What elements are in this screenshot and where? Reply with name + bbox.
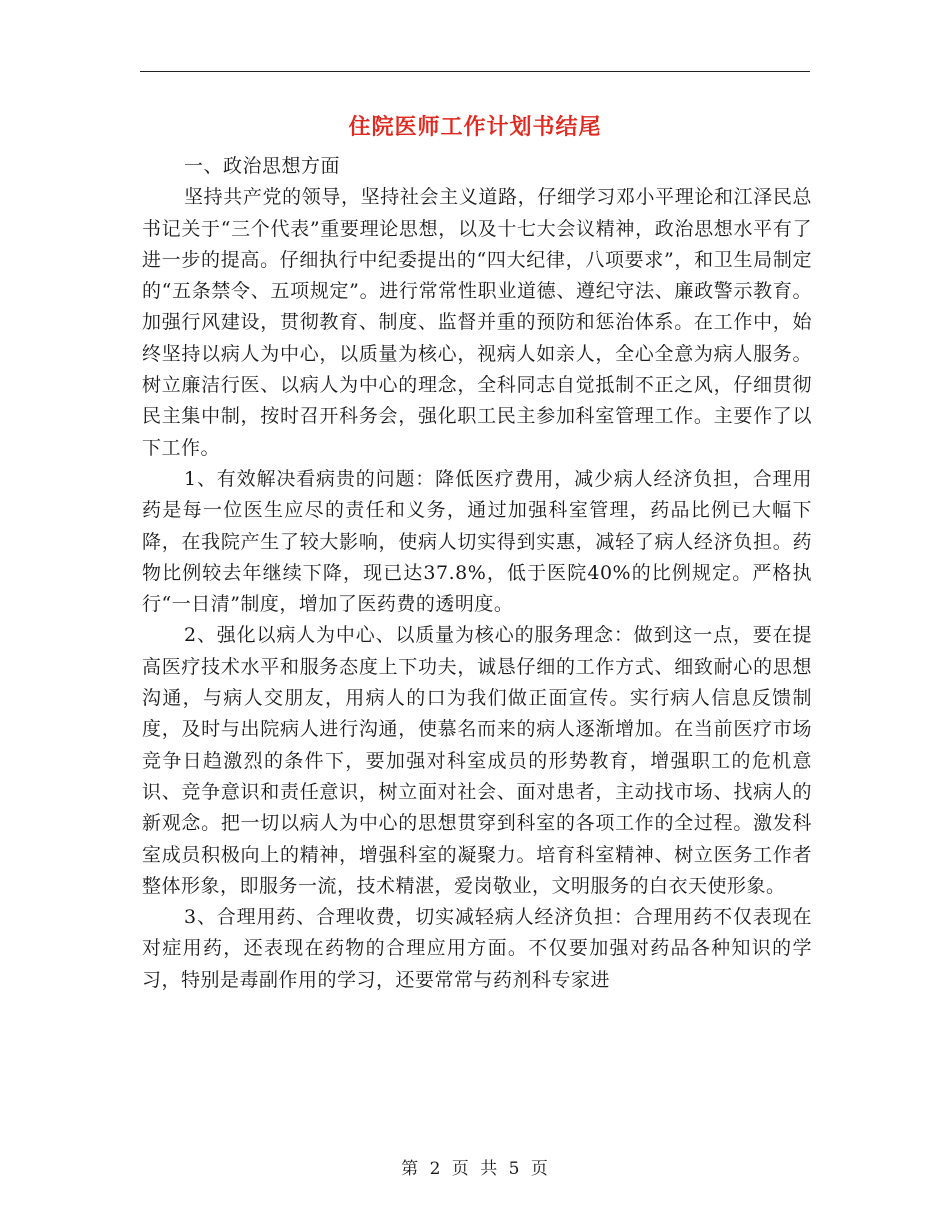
footer-total-word: 共 <box>480 1159 499 1179</box>
section-heading: 一、政治思想方面 <box>184 155 341 177</box>
page-footer <box>0 1154 950 1179</box>
footer-page-word: 页 <box>451 1159 470 1179</box>
footer-total-pages: 5 <box>508 1159 521 1179</box>
paragraph-item-2: 2、强化以病人为中心、以质量为核心的服务理念：做到这一点，要在提高医疗技术水平和服务态度上下功夫，诚恳仔细的工作方式、细致耐心的思想沟通，与病人交朋友，用病人的口为我们做正面宣传。实行病人信息反馈制度，及时与出院病人进行沟通，使慕名而来的病人逐渐增加。在当前医疗市场竞争日趋激烈的条件下，要加强对科室成员的形势教育，增强职工的危机意识、竞争意识和责任意识，树立面对社会、面对患者，主动找市场、找病人的新观念。把一切以病人为中心的思想贯穿到科室的各项工作的全过程。激发科室成员积极向上的精神，增强科室的凝聚力。培育科室精神、树立医务工作者整体形象，即服务一流，技术精湛，爱岗敬业，文明服务的白衣天使形象。 <box>142 624 812 897</box>
paragraph-item-1: 1、有效解决看病贵的问题：降低医疗费用，减少病人经济负担，合理用药是每一位医生应尽的责任和义务，通过加强科室管理，药品比例已大幅下降，在我院产生了较大影响，使病人切实得到实惠，减轻了病人经济负担。药物比例较去年继续下降，现已达37.8%，低于医院40%的比例规定。严格执行“一日清”制度，增加了医药费的透明度。 <box>142 467 812 616</box>
footer-suffix: 页 <box>530 1159 549 1179</box>
footer-current-page: 2 <box>429 1159 442 1179</box>
paragraph-politics: 坚持共产党的领导，坚持社会主义道路，仔细学习邓小平理论和江泽民总书记关于“三个代表”重要理论思想，以及十七大会议精神，政治思想水平有了进一步的提高。仔细执行中纪委提出的“四大纪律，八项要求”，和卫生局制定的“五条禁令、五项规定”。进行常常性职业道德、遵纪守法、廉政警示教育。加强行风建设，贯彻教育、制度、监督并重的预防和惩治体系。在工作中，始终坚持以病人为中心，以质量为核心，视病人如亲人，全心全意为病人服务。树立廉洁行医、以病人为中心的理念，全科同志自觉抵制不正之风，仔细贯彻民主集中制，按时召开科务会，强化职工民主参加科室管理工作。主要作了以下工作。 <box>142 186 812 459</box>
document-body <box>142 151 812 996</box>
header-rule <box>140 71 810 72</box>
footer-prefix: 第 <box>401 1159 420 1179</box>
document-title: 住院医师工作计划书结尾 <box>348 115 602 140</box>
paragraph-item-3: 3、合理用药、合理收费，切实减轻病人经济负担：合理用药不仅表现在对症用药，还表现在药物的合理应用方面。不仅要加强对药品各种知识的学习，特别是毒副作用的学习，还要常常与药剂科专家进 <box>142 906 812 991</box>
